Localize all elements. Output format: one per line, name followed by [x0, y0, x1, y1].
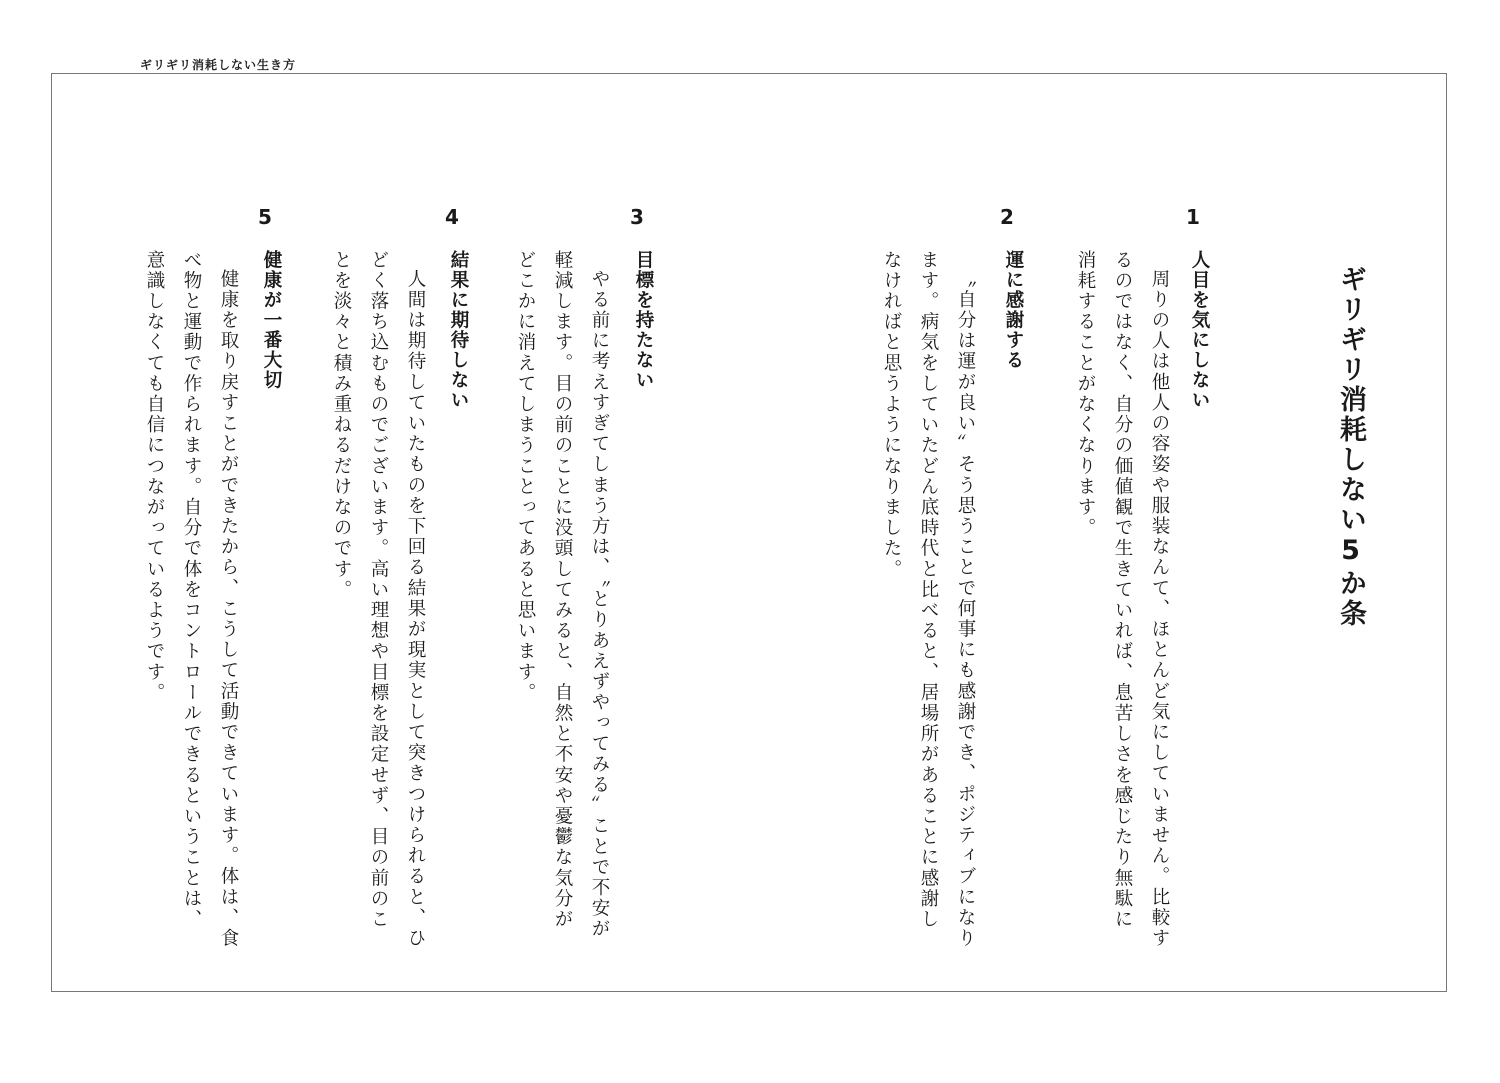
section-3-number: 3 — [630, 205, 644, 229]
section-1-heading: 人目を気にしない — [1189, 250, 1210, 410]
section-4-text: 人間は期待していたものを下回る結果が現実として突きつけられると、ひどく落ち込むものでございます。高い理想や目標を設定せず、目の前のことを淡々と積み重ねるだけなのです。 — [331, 250, 426, 949]
section-2-number: 2 — [1000, 205, 1014, 229]
section-1-number: 1 — [1186, 205, 1200, 229]
section-1-text: 周りの人は他人の容姿や服装なんて、ほとんど気にしていません。比較するのではなく、自分の価値観で生きていれば、息苦しさを感じたり無駄に消耗することがなくなります。 — [1075, 250, 1170, 949]
section-2-heading: 運に感謝する — [1003, 250, 1024, 370]
section-2-text: 〝自分は運が良い〟そう思うことで何事にも感謝でき、ポジティブになります。病気をしていたどん底時代と比べると、居場所があることに感謝しなければと思うようになりました。 — [881, 250, 976, 949]
section-5-number: 5 — [258, 205, 272, 229]
section-3-text: やる前に考えすぎてしまう方は、〝とりあえずやってみる〟ことで不安が軽減します。目の前のことに没頭してみると、自然と不安や憂鬱な気分がどこかに消えてしまうことってあると思います。 — [515, 250, 610, 940]
page-title: ギリギリ消耗しない5か条 — [1335, 265, 1366, 629]
section-4-heading: 結果に期待しない — [448, 250, 469, 410]
section-5-text: 健康を取り戻すことができたから、こうして活動できています。体は、食べ物と運動で作られます。自分で体をコントロールできるということは、意識しなくても自信につながっているようです。 — [144, 250, 239, 949]
running-head: ギリギリ消耗しない生き方 — [140, 58, 297, 72]
section-4-number: 4 — [445, 205, 459, 229]
section-3-heading: 目標を持たない — [633, 250, 654, 390]
section-5-heading: 健康が一番大切 — [261, 250, 282, 390]
